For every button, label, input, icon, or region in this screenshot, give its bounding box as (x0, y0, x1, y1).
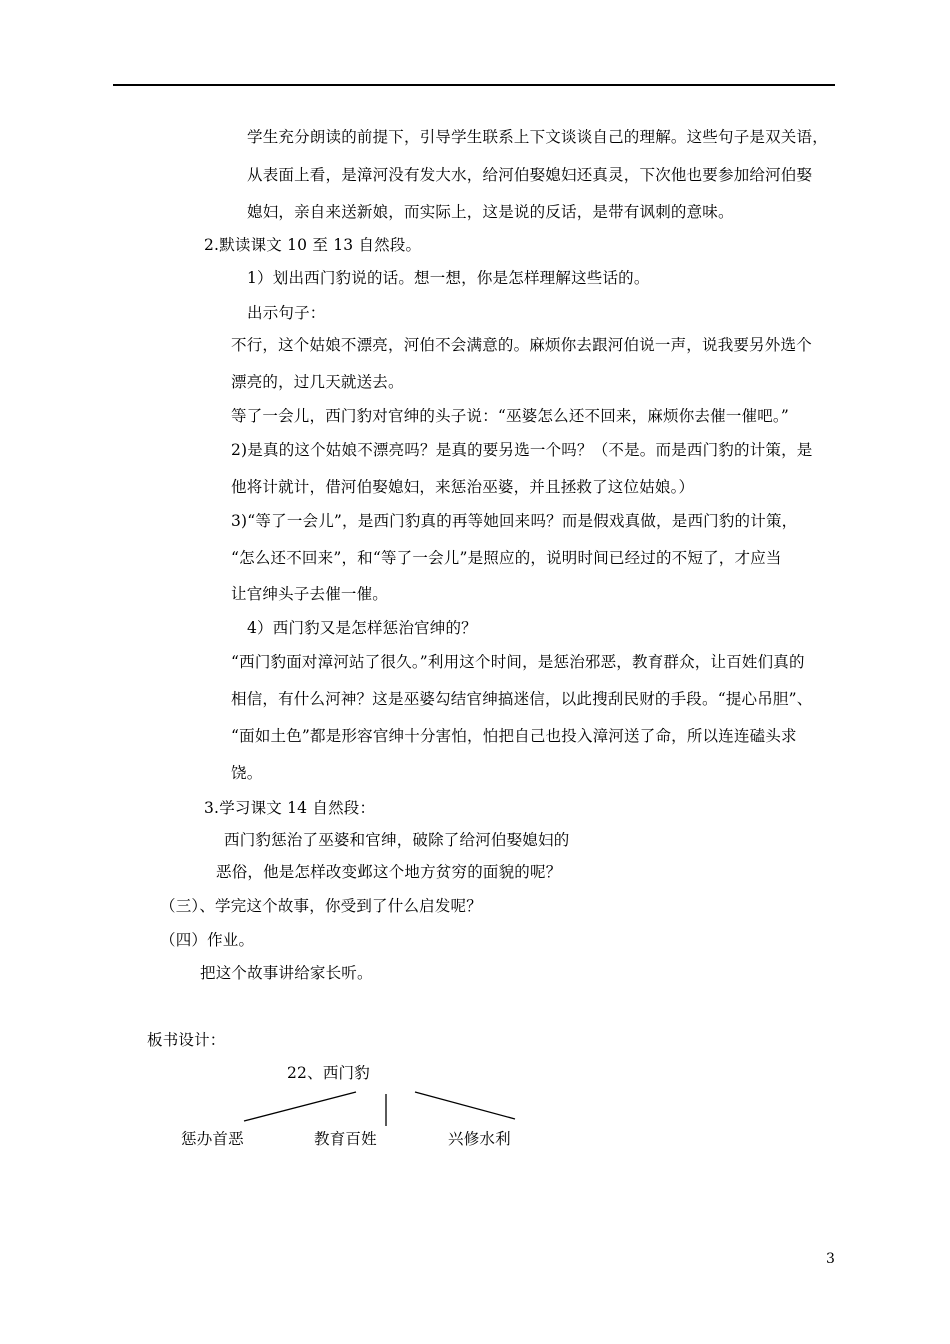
section-heading: （三）、学完这个故事，你受到了什么启发呢？ (160, 897, 482, 915)
text-line: 出示句子： (247, 304, 326, 322)
board-title: 22、西门豹 (287, 1064, 370, 1082)
text-line: 让官绅头子去催一催。 (231, 585, 389, 603)
branch-line-right (415, 1092, 515, 1119)
text-line: “西门豹面对漳河站了很久。”利用这个时间，是惩治邪恶，教育群众，让百姓们真的 (231, 653, 805, 671)
board-branch: 教育百姓 (314, 1130, 377, 1148)
question: 1）划出西门豹说的话。想一想，你是怎样理解这些话的。 (247, 269, 650, 287)
branch-line-left (244, 1092, 356, 1121)
question: 3)“等了一会儿”，是西门豹真的再等她回来吗？而是假戏真做，是西门豹的计策， (231, 512, 798, 530)
homework-text: 把这个故事讲给家长听。 (200, 964, 373, 982)
text-line: 饶。 (231, 764, 263, 782)
board-branch: 惩办首恶 (181, 1130, 244, 1148)
step-heading: 2.默读课文 10 至 13 自然段。 (204, 236, 422, 254)
quote-line: 等了一会儿，西门豹对官绅的头子说：“巫婆怎么还不回来，麻烦你去催一催吧。” (231, 407, 790, 425)
section-heading: （四）作业。 (160, 931, 255, 949)
question: 4）西门豹又是怎样惩治官绅的？ (247, 619, 477, 637)
quote-line: 漂亮的，过几天就送去。 (231, 373, 404, 391)
text-line: 恶俗，他是怎样改变邺这个地方贫穷的面貌的呢？ (216, 863, 562, 881)
board-branch: 兴修水利 (448, 1130, 511, 1148)
text-line: 西门豹惩治了巫婆和官绅，破除了给河伯娶媳妇的 (224, 831, 570, 849)
page-number: 3 (826, 1251, 835, 1267)
text-line: 他将计就计，借河伯娶媳妇，来惩治巫婆，并且拯救了这位姑娘。） (231, 478, 695, 496)
question: 2)是真的这个姑娘不漂亮吗？是真的要另选一个吗？（不是。而是西门豹的计策，是 (231, 441, 813, 459)
quote-line: 不行，这个姑娘不漂亮，河伯不会满意的。麻烦你去跟河伯说一声，说我要另外选个 (231, 336, 812, 354)
step-heading: 3.学习课文 14 自然段： (204, 799, 376, 817)
text-line: 媳妇，亲自来送新娘，而实际上，这是说的反话，是带有讽刺的意味。 (247, 203, 734, 221)
text-line: “怎么还不回来”，和“等了一会儿”是照应的，说明时间已经过的不短了，才应当 (231, 549, 782, 567)
text-line: 从表面上看，是漳河没有发大水，给河伯娶媳妇还真灵，下次他也要参加给河伯娶 (247, 166, 813, 184)
text-line: 学生充分朗读的前提下，引导学生联系上下文谈谈自己的理解。这些句子是双关语， (247, 128, 828, 146)
board-label: 板书设计： (147, 1031, 226, 1049)
text-line: “面如土色”都是形容官绅十分害怕，怕把自己也投入漳河送了命，所以连连磕头求 (231, 727, 797, 745)
text-line: 相信，有什么河神？这是巫婆勾结官绅搞迷信，以此搜刮民财的手段。“提心吊胆”、 (231, 690, 813, 708)
